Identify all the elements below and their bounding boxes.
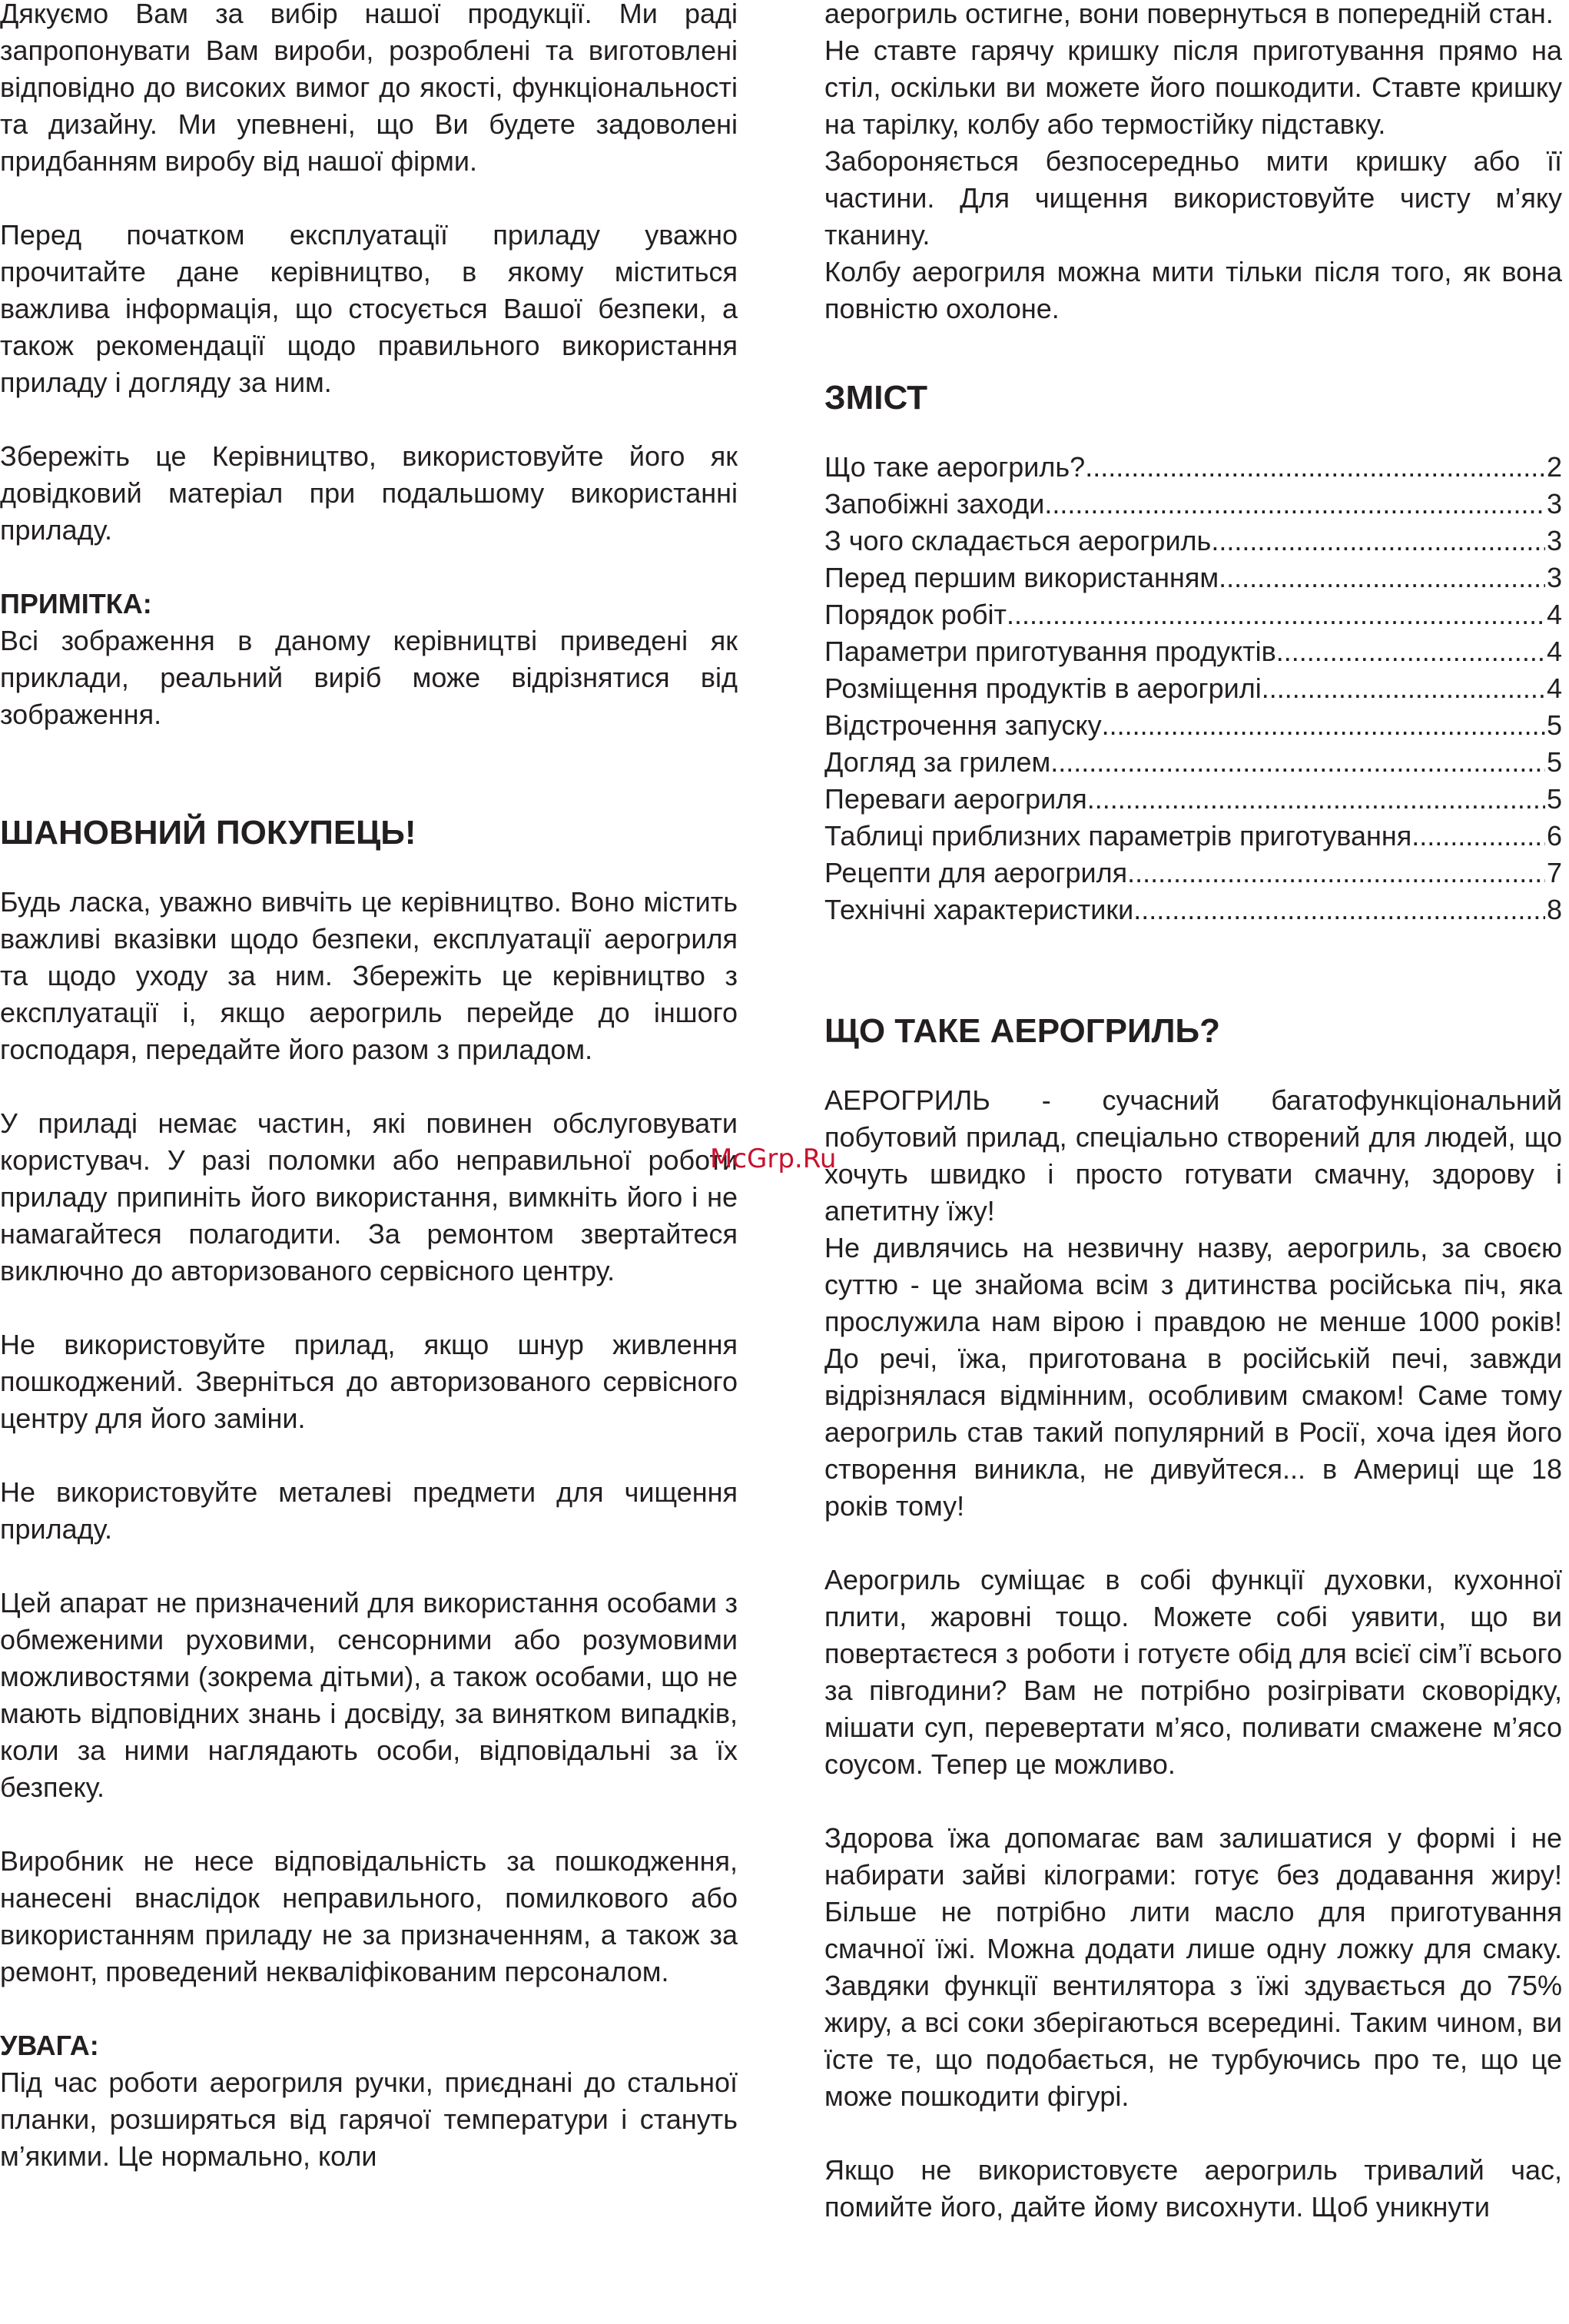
toc-item-leader: [1262, 670, 1545, 707]
toc-item: [824, 818, 1562, 855]
toc-item-title: Запобіжні заходи: [824, 488, 1045, 520]
toc-item-title: Порядок робіт: [824, 599, 1007, 630]
toc-item-leader: [1411, 818, 1545, 855]
toc-item: [824, 707, 1562, 744]
toc-item-leader: [1276, 633, 1545, 670]
table-of-contents: [824, 449, 1562, 928]
toc-item-page: 4: [1546, 599, 1562, 630]
toc-item-page: 2: [1546, 451, 1562, 483]
cooling-paragraph: аерогриль остигне, вони повернуться в попередній стан.: [824, 0, 1554, 29]
toc-item-title: Таблиці приблизних параметрів приготування: [824, 820, 1412, 852]
warning-heading: УВАГА:: [0, 2030, 99, 2061]
toc-item-page: 7: [1546, 857, 1562, 888]
customer-paragraph-5: Цей апарат не призначений для використання особами з обмеженими руховими, сенсорними або розумовими можливостями (зокрема дітьми), а також особами, що не мають відповідних знань і досвіду, за винятком випадків, коли за ними наглядають особи, відповідальні за їх безпеку.: [0, 1587, 738, 1803]
left-column: [0, 0, 738, 2175]
intro-paragraph: Дякуємо Вам за вибір нашої продукції. Ми раді запропонувати Вам вироби, розроблені та виготовлені відповідно до високих вимог до якості, функціональності та дизайну. Ми упевнені, що Ви будете задоволені придбанням виробу від нашої фірми.: [0, 0, 738, 177]
hot-lid-paragraph: Не ставте гарячу кришку після приготування прямо на стіл, оскільки ви можете його пошкодити. Ставте кришку на тарілку, колбу або термостійку підставку.: [824, 35, 1562, 140]
what-is-paragraph-5: Якщо не використовуєте аерогриль тривалий час, помийте його, дайте йому висохнути. Щоб уникнути: [824, 2154, 1562, 2223]
what-is-paragraph-2: Не дивлячись на незвичну назву, аерогриль, за своєю суттю - це знайома всім з дитинства російська піч, яка прослужила нам вірою і правдою не менше 1000 років! До речі, їжа, приготована в російській печі, завжди відрізнялася відмінним, особливим смаком! Саме тому аерогриль став такий популярний в Росії, хоча ідея його створення виникла, не дивуйтеся... в Америці ще 18 років тому!: [824, 1232, 1562, 1522]
toc-item: [824, 559, 1562, 596]
toc-item-page: 5: [1546, 709, 1562, 741]
toc-item: [824, 523, 1562, 559]
toc-item-page: 8: [1546, 894, 1562, 925]
toc-item-title: Відстрочення запуску: [824, 709, 1102, 741]
toc-item-title: Рецепти для аерогриля: [824, 857, 1128, 888]
toc-item-leader: [1127, 855, 1545, 891]
toc-item-title: Переваги аерогриля: [824, 783, 1087, 815]
toc-item-leader: [1133, 891, 1545, 928]
what-is-heading: ЩО ТАКЕ АЕРОГРИЛЬ?: [824, 1012, 1221, 1050]
toc-item-title: Перед першим використанням: [824, 562, 1219, 593]
toc-item-leader: [1050, 744, 1545, 781]
toc-item-page: 3: [1546, 562, 1562, 593]
customer-paragraph-4: Не використовуйте металеві предмети для чищення приладу.: [0, 1476, 738, 1545]
toc-item-leader: [1219, 559, 1545, 596]
instructions-paragraph: Перед початком експлуатації приладу уважно прочитайте дане керівництво, в якому міститься важлива інформація, що стосується Вашої безпеки, а також рекомендації щодо правильного використання приладу і догляду за ним.: [0, 219, 738, 398]
warning-paragraph: Під час роботи аерогриля ручки, приєднані до стальної планки, розширяться від гарячої температури і стануть м’якими. Це нормально, коли: [0, 2067, 738, 2172]
toc-item: [824, 670, 1562, 707]
toc-item-page: 4: [1546, 672, 1562, 704]
toc-item-title: Параметри приготування продуктів: [824, 636, 1276, 667]
note-paragraph: Всі зображення в даному керівництві приведені як приклади, реальний виріб може відрізнятися від зображення.: [0, 625, 738, 730]
toc-item-leader: [1085, 449, 1545, 486]
note-heading: ПРИМІТКА:: [0, 588, 152, 619]
toc-item-page: 4: [1546, 636, 1562, 667]
toc-item: [824, 449, 1562, 486]
what-is-paragraph-4: Здорова їжа допомагає вам залишатися у формі і не набирати зайві кілограми: готує без додавання жиру! Більше не потрібно лити масло для приготування смачної їжі. Можна додати лише одну ложку для смаку. Завдяки функції вентилятора з їжі здувається до 75% жиру, а всі соки зберігаються всередині. Таким чином, ви їсте те, що подобається, не турбуючись про те, що це може пошкодити фігурі.: [824, 1822, 1562, 2112]
what-is-paragraph-3: Аерогриль суміщає в собі функції духовки, кухонної плити, жаровні тощо. Можете собі уявити, що ви повертаєтеся з роботи і готуєте обід для всієї сім’ї всього за півгодини? Вам не потрібно розігрівати сковорідку, мішати суп, перевертати м’ясо, поливати смажене м’ясо соусом. Тепер це можливо.: [824, 1564, 1562, 1780]
bowl-washing-paragraph: Колбу аерогриля можна мити тільки після того, як вона повністю охолоне.: [824, 256, 1562, 324]
keep-manual-paragraph: Збережіть це Керівництво, використовуйте його як довідковий матеріал при подальшому використанні приладу.: [0, 440, 738, 546]
toc-item-title: Технічні характеристики: [824, 894, 1134, 925]
toc-item-leader: [1102, 707, 1545, 744]
customer-paragraph-6: Виробник не несе відповідальність за пошкодження, нанесені внаслідок неправильного, помилкового або використанням приладу не за призначенням, а також за ремонт, проведений некваліфікованим персоналом.: [0, 1845, 738, 1987]
customer-paragraph-3: Не використовуйте прилад, якщо шнур живлення пошкоджений. Зверніться до авторизованого сервісного центру для його заміни.: [0, 1329, 738, 1434]
watermark: McGrp.Ru: [710, 1144, 837, 1174]
toc-item-title: Догляд за грилем: [824, 746, 1051, 778]
customer-paragraph-2: У приладі немає частин, які повинен обслуговувати користувач. У разі поломки або неправильної роботи приладу припиніть його використання, вимкніть його і не намагайтеся полагодити. За ремонтом звертайтеся виключно до авторизованого сервісного центру.: [0, 1107, 738, 1286]
customer-heading: ШАНОВНИЙ ПОКУПЕЦЬ!: [0, 814, 416, 852]
lid-cleaning-paragraph: Забороняється безпосередньо мити кришку або її частини. Для чищення використовуйте чисту м’яку тканину.: [824, 145, 1562, 251]
toc-item-title: З чого складається аерогриль: [824, 525, 1212, 556]
customer-paragraph-1: Будь ласка, уважно вивчіть це керівництво. Воно містить важливі вказівки щодо безпеки, експлуатації аерогриля та щодо уходу за ним. Збережіть це керівництво з експлуатації і, якщо аерогриль перейде до іншого господаря, передайте його разом з приладом.: [0, 886, 738, 1065]
toc-item: [824, 486, 1562, 523]
toc-item-leader: [1044, 486, 1545, 523]
toc-item-page: 3: [1546, 525, 1562, 556]
toc-item: [824, 633, 1562, 670]
what-is-paragraph-1: АЕРОГРИЛЬ - сучасний багатофункціональний побутовий прилад, спеціально створений для людей, що хочуть швидко і просто готувати смачну, здорову і апетитну їжу!: [824, 1084, 1562, 1227]
toc-item: [824, 891, 1562, 928]
toc-item: [824, 855, 1562, 891]
toc-item-page: 5: [1546, 783, 1562, 815]
toc-item-page: 3: [1546, 488, 1562, 520]
toc-item-title: Що таке аерогриль?: [824, 451, 1086, 483]
toc-item-page: 6: [1546, 820, 1562, 852]
toc-item-leader: [1087, 781, 1545, 818]
toc-item-page: 5: [1546, 746, 1562, 778]
toc-item-leader: [1007, 596, 1545, 633]
toc-item: [824, 781, 1562, 818]
toc-item-title: Розміщення продуктів в аерогрилі: [824, 672, 1262, 704]
right-column: [824, 0, 1562, 2226]
toc-heading: ЗМІСТ: [824, 379, 927, 417]
toc-item-leader: [1211, 523, 1545, 559]
toc-item: [824, 596, 1562, 633]
toc-item: [824, 744, 1562, 781]
